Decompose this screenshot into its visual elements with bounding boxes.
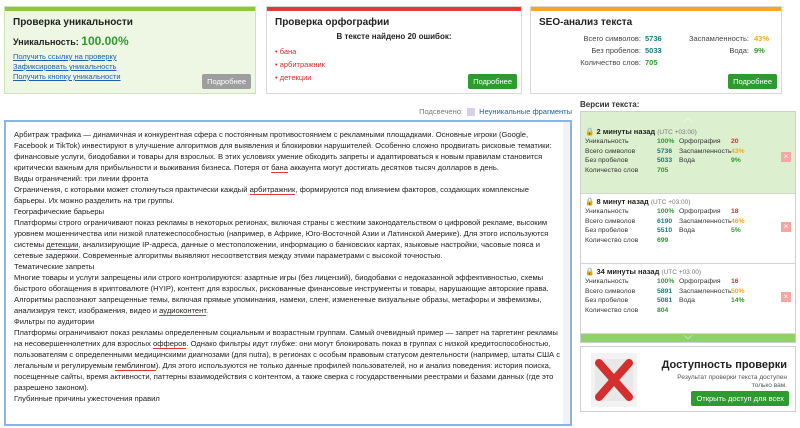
version-item[interactable]: 🔒 2 минуты назад (UTC +03:00) Уникальность 100% Орфография 20 Всего символов 5736 Заспамленность 43% Без пробелов 5033 Вода 9% Количество слов 705 × (581, 124, 795, 194)
highlight-swatch (467, 108, 475, 116)
version-item[interactable]: 🔒 34 минуты назад (UTC +03:00) Уникальность 100% Орфография 16 Всего символов 5891 Заспамленность 50% Без пробелов 5081 Вода 14% Количество слов 804 × (581, 264, 795, 334)
uniqueness-title: Проверка уникальности (13, 17, 133, 28)
spelling-error-highlight[interactable]: офферов (152, 339, 187, 348)
seo-card (530, 6, 782, 94)
seo-spam-value: 43% (754, 34, 770, 43)
seo-chars-label: Всего символов: (583, 34, 641, 43)
seo-words-label: Количество слов: (580, 58, 641, 67)
editor-scrollbar[interactable] (563, 122, 570, 424)
versions-scroll-down[interactable] (581, 334, 795, 343)
editor-paragraph: Арбитраж трафика — динамичная и конкурентная сфера с постоянным противостоянием с рекламными площадками. Основные игроки (Google, Facebook и TikTok) инвестируют в улучшение алгоритмов для выявления и блокировки нарушителей. Особенно сложно продвигать рисковые тематики: финансовые услуги, биодобавки и товары для взрослых. В этих условиях умение обходить запреты и адаптироваться к новым правилам становится критически важным для прибыльности и выживания бизнеса. Потеря от бана аккаунта могут достигать десятков тысяч долларов в день. (14, 130, 552, 172)
spelling-error[interactable]: • детекции (275, 71, 513, 84)
text-editor[interactable] (4, 120, 572, 426)
versions-panel (580, 111, 796, 343)
uniqueness-label: Уникальность: (13, 37, 79, 47)
access-title: Доступность проверки (661, 359, 787, 371)
editor-heading: Виды ограничений: три линии фронта (14, 174, 149, 183)
version-delete-icon[interactable]: × (781, 152, 791, 162)
uniqueness-more-button[interactable]: Подробнее (202, 74, 251, 89)
access-subtitle: Результат проверки текста доступен только вам. (677, 374, 787, 389)
get-uniqueness-button-link[interactable]: Получить кнопку уникальности (13, 72, 121, 81)
seo-title: SEO-анализ текста (539, 17, 633, 28)
seo-words-value: 705 (645, 58, 658, 67)
spelling-more-button[interactable]: Подробнее (468, 74, 517, 89)
chevron-up-icon: ︿ (683, 113, 693, 123)
spelling-error-highlight[interactable]: арбитражник (249, 185, 296, 194)
editor-heading: Глубинные причины ужесточения правил (14, 394, 160, 403)
highlight-nonunique-label[interactable]: Неуникальные фрагменты (479, 107, 572, 116)
uniqueness-card (4, 6, 256, 94)
spelling-found: В тексте найдено 20 ошибок: (336, 32, 452, 41)
version-delete-icon[interactable]: × (781, 222, 791, 232)
highlight-label: Подсвечено: (419, 107, 463, 116)
seo-water-value: 9% (754, 46, 765, 55)
get-check-link[interactable]: Получить ссылку на проверку (13, 52, 117, 61)
seo-spam-label: Заспамленность: (688, 34, 749, 43)
uniqueness-value: 100.00% (81, 34, 129, 48)
editor-heading: Географические барьеры (14, 207, 105, 216)
versions-title: Версии текста: (580, 100, 640, 109)
editor-paragraph: Платформы строго ограничивают показ рекламы в некоторых регионах, включая страны с жестким законодательством о цифровой рекламе, высоким уровнем мошенничества или низкой платежеспособностью (например, в Африке, Юго-Восточной Азии и Латинской Америке). Для этого используются системы детекции, анализирующие IP-адреса, данные о местоположении, информацию о банковских картах, языковые настройки, часовые пояса и сетевые задержки. Современные алгоритмы выявляют несоответствия между этими параметрами с высокой точностью. (14, 218, 549, 260)
seo-more-button[interactable]: Подробнее (728, 74, 777, 89)
versions-scroll-up[interactable] (581, 112, 795, 124)
access-card (580, 346, 796, 412)
editor-heading: Тематические запреты (14, 262, 95, 271)
access-denied-icon (591, 353, 637, 407)
seo-nospace-value: 5033 (645, 46, 662, 55)
uniqueness-line (5, 28, 255, 52)
fix-uniqueness-link[interactable]: Зафиксировать уникальность (13, 62, 117, 71)
spelling-card (266, 6, 522, 94)
spelling-error-highlight[interactable]: детекции (46, 240, 79, 249)
spelling-error-highlight[interactable]: бана (271, 163, 288, 172)
version-time: 🔒 2 минуты назад (UTC +03:00) (585, 127, 697, 136)
version-time: 🔒 34 минуты назад (UTC +03:00) (585, 267, 701, 276)
version-delete-icon[interactable]: × (781, 292, 791, 302)
spelling-error-highlight[interactable]: гемблингом (114, 361, 156, 370)
spelling-error-highlight[interactable]: аудиоконтент (159, 306, 206, 315)
seo-chars-value: 5736 (645, 34, 662, 43)
seo-water-label: Вода: (729, 46, 749, 55)
spelling-title: Проверка орфографии (275, 17, 390, 28)
highlight-legend (380, 107, 572, 116)
version-item[interactable]: 🔒 8 минут назад (UTC +03:00) Уникальность 100% Орфография 18 Всего символов 6190 Заспамленность 46% Без пробелов 5510 Вода 5% Количество слов 699 × (581, 194, 795, 264)
open-access-button[interactable]: Открыть доступ для всех (691, 391, 789, 406)
editor-paragraph: Ограничения, с которыми может столкнуться практически каждый арбитражник, формируются под влиянием факторов, создающих комплексные барьеры. Их можно разделить на три группы. (14, 185, 529, 205)
chevron-down-icon: ﹀ (683, 335, 693, 343)
editor-paragraph: Многие товары и услуги запрещены или строго контролируются: азартные игры (без лицензий), биодобавки с недоказанной эффективностью, схемы быстрого обогащения в криптовалюте (HYIP), контент для взрослых, рискованные финансовые инструменты и товары, нарушающие авторские права. Алгоритмы распознают запрещенные темы, включая прямые упоминания, намеки, сленг, измененные визуальные образы, метафоры и эвфемизмы, анализируя текст, изображения, видео и аудиоконтент. (14, 273, 549, 315)
editor-heading: Фильтры по аудитории (14, 317, 95, 326)
version-time: 🔒 8 минут назад (UTC +03:00) (585, 197, 691, 206)
editor-paragraph: Платформы ограничивают показ рекламы определенным социальным и возрастным группам. Самый очевидный пример — запрет на таргетинг рекламы на несовершеннолетних для взрослых офферов. Однако фильтры идут глубже: они могут блокировать показ в группах с низкой кредитоспособностью, пользователям с определенными медицинскими диагнозами (для nutra), в регионах с особым правовым статусом деятельности (например, штаты США с легальным и регулируемым гемблингом). Для этого используются не только данные профилей пользователей, но и анализ поведения: история поиска, посещенные сайты, время активности, паттерны взаимодействия с контентом, а также сверка с государственными реестрами и базами данных (где это разрешено законом). (14, 328, 561, 392)
spelling-error[interactable]: • бана (275, 45, 513, 58)
seo-nospace-label: Без пробелов: (591, 46, 641, 55)
spelling-error[interactable]: • арбитражник (275, 58, 513, 71)
